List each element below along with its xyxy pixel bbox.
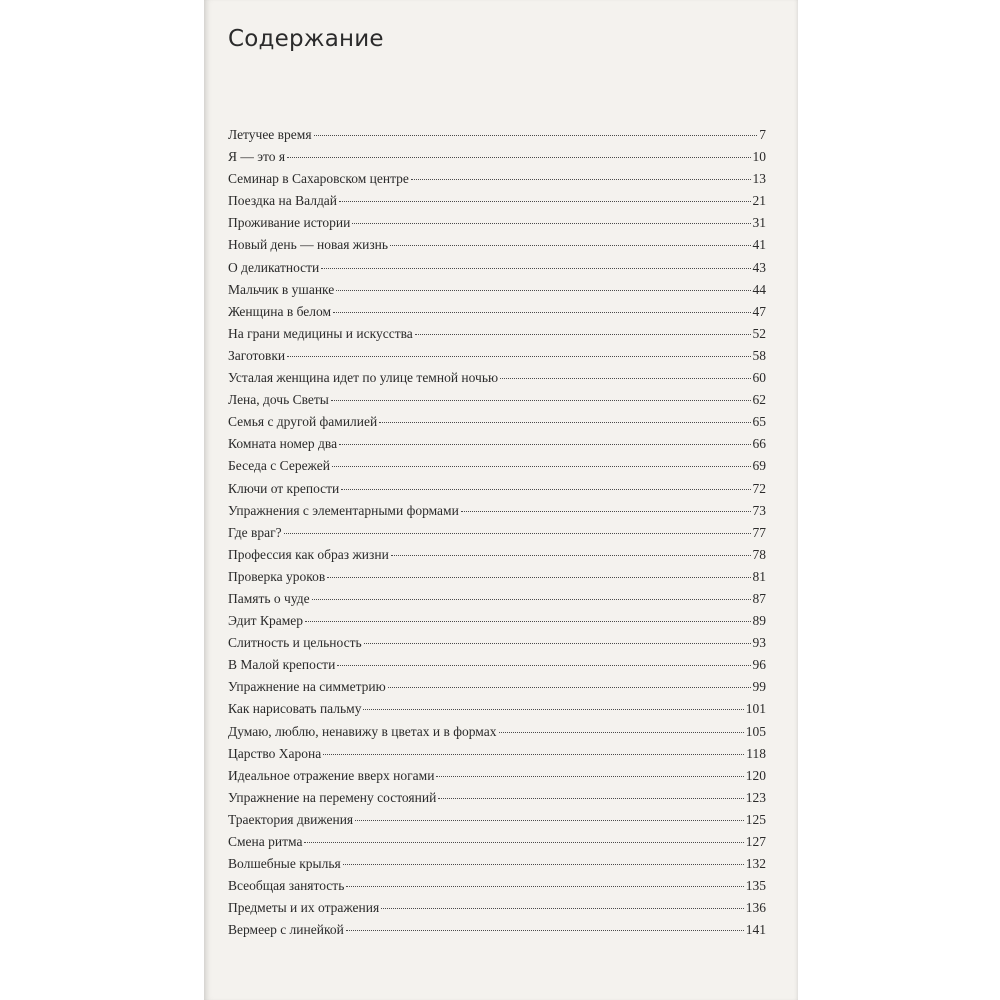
toc-entry bbox=[228, 257, 766, 279]
toc-entry-page-number: 96 bbox=[752, 657, 766, 673]
dot-leader bbox=[391, 555, 751, 556]
dot-leader bbox=[304, 842, 743, 843]
table-of-contents bbox=[228, 124, 766, 941]
toc-entry bbox=[228, 831, 766, 853]
toc-entry-title: Проживание истории bbox=[228, 215, 351, 231]
toc-entry-title: Мальчик в ушанке bbox=[228, 281, 335, 297]
toc-entry bbox=[228, 522, 766, 544]
toc-entry-page-number: 105 bbox=[745, 723, 766, 739]
toc-entry bbox=[228, 897, 766, 919]
toc-entry-title: Комната номер два bbox=[228, 436, 338, 452]
toc-entry-page-number: 60 bbox=[752, 370, 766, 386]
toc-entry-page-number: 41 bbox=[752, 237, 766, 253]
dot-leader bbox=[390, 245, 750, 246]
toc-entry-page-number: 77 bbox=[752, 524, 766, 540]
toc-entry bbox=[228, 367, 766, 389]
toc-entry-title: Беседа с Сережей bbox=[228, 458, 330, 474]
toc-entry-title: Всеобщая занятость bbox=[228, 878, 345, 894]
toc-entry bbox=[228, 190, 766, 212]
toc-entry bbox=[228, 500, 766, 522]
toc-entry-title: Ключи от крепости bbox=[228, 480, 340, 496]
toc-entry bbox=[228, 345, 766, 367]
dot-leader bbox=[332, 466, 751, 467]
toc-entry-title: Слитность и цельность bbox=[228, 635, 362, 651]
dot-leader bbox=[331, 400, 751, 401]
toc-entry bbox=[228, 721, 766, 743]
toc-entry-title: Семинар в Сахаровском центре bbox=[228, 171, 409, 187]
toc-entry bbox=[228, 212, 766, 234]
book-page bbox=[204, 0, 798, 1000]
toc-entry-page-number: 73 bbox=[752, 502, 766, 518]
dot-leader bbox=[346, 930, 744, 931]
toc-entry bbox=[228, 478, 766, 500]
toc-entry bbox=[228, 168, 766, 190]
dot-leader bbox=[388, 687, 751, 688]
toc-entry bbox=[228, 919, 766, 941]
toc-entry bbox=[228, 234, 766, 256]
toc-entry-page-number: 87 bbox=[752, 590, 766, 606]
dot-leader bbox=[461, 511, 751, 512]
dot-leader bbox=[314, 135, 758, 136]
toc-entry-page-number: 21 bbox=[752, 193, 766, 209]
toc-entry bbox=[228, 433, 766, 455]
toc-entry-page-number: 141 bbox=[745, 922, 766, 938]
toc-entry-page-number: 120 bbox=[745, 767, 766, 783]
toc-entry bbox=[228, 632, 766, 654]
toc-entry-title: Усталая женщина идет по улице темной ночью bbox=[228, 370, 499, 386]
dot-leader bbox=[500, 378, 750, 379]
toc-entry-title: Упражнения с элементарными формами bbox=[228, 502, 459, 518]
toc-entry-page-number: 135 bbox=[745, 878, 766, 894]
toc-entry-title: Профессия как образ жизни bbox=[228, 546, 389, 562]
toc-entry-title: Поездка на Валдай bbox=[228, 193, 338, 209]
toc-entry bbox=[228, 875, 766, 897]
toc-entry bbox=[228, 124, 766, 146]
toc-entry-page-number: 125 bbox=[745, 811, 766, 827]
dot-leader bbox=[364, 643, 751, 644]
dot-leader bbox=[337, 665, 750, 666]
dot-leader bbox=[499, 732, 744, 733]
toc-entry-title: О деликатности bbox=[228, 259, 320, 275]
dot-leader bbox=[438, 798, 743, 799]
toc-entry-page-number: 65 bbox=[752, 414, 766, 430]
toc-entry-page-number: 136 bbox=[745, 900, 766, 916]
toc-entry-title: Траектория движения bbox=[228, 811, 354, 827]
toc-entry bbox=[228, 765, 766, 787]
toc-entry-page-number: 66 bbox=[752, 436, 766, 452]
dot-leader bbox=[363, 709, 743, 710]
dot-leader bbox=[436, 776, 743, 777]
dot-leader bbox=[339, 201, 750, 202]
toc-entry-page-number: 43 bbox=[752, 259, 766, 275]
toc-entry bbox=[228, 544, 766, 566]
dot-leader bbox=[327, 577, 750, 578]
toc-entry-title: Память о чуде bbox=[228, 590, 310, 606]
dot-leader bbox=[381, 908, 744, 909]
toc-entry-page-number: 127 bbox=[745, 834, 766, 849]
toc-entry-page-number: 72 bbox=[752, 480, 766, 496]
toc-entry bbox=[228, 654, 766, 676]
dot-leader bbox=[336, 290, 750, 291]
toc-entry-page-number: 47 bbox=[752, 303, 766, 319]
toc-entry bbox=[228, 411, 766, 433]
toc-entry-page-number: 101 bbox=[745, 701, 766, 717]
toc-entry bbox=[228, 676, 766, 698]
toc-entry-title: Смена ритма bbox=[228, 834, 303, 849]
toc-entry bbox=[228, 588, 766, 610]
toc-entry-page-number: 89 bbox=[752, 613, 766, 629]
dot-leader bbox=[352, 223, 750, 224]
toc-entry bbox=[228, 853, 766, 875]
dot-leader bbox=[321, 268, 750, 269]
toc-entry-page-number: 78 bbox=[752, 546, 766, 562]
toc-entry-page-number: 31 bbox=[752, 215, 766, 231]
dot-leader bbox=[284, 533, 751, 534]
toc-entry-title: Лена, дочь Светы bbox=[228, 392, 329, 408]
dot-leader bbox=[341, 489, 750, 490]
dot-leader bbox=[411, 179, 751, 180]
toc-entry-title: Я — это я bbox=[228, 149, 286, 165]
dot-leader bbox=[305, 621, 751, 622]
toc-entry-title: Летучее время bbox=[228, 127, 312, 142]
dot-leader bbox=[287, 356, 750, 357]
toc-entry-title: Где враг? bbox=[228, 524, 282, 540]
toc-entry-page-number: 13 bbox=[752, 171, 766, 187]
toc-entry-title: В Малой крепости bbox=[228, 657, 336, 673]
toc-entry-page-number: 81 bbox=[752, 568, 766, 584]
dot-leader bbox=[312, 599, 751, 600]
toc-entry bbox=[228, 323, 766, 345]
toc-entry-title: Упражнение на перемену состояний bbox=[228, 789, 437, 805]
toc-entry-title: Упражнение на симметрию bbox=[228, 679, 386, 695]
toc-entry bbox=[228, 743, 766, 765]
dot-leader bbox=[346, 886, 743, 887]
toc-entry-page-number: 69 bbox=[752, 458, 766, 474]
toc-entry-title: Как нарисовать пальму bbox=[228, 701, 362, 717]
toc-entry-page-number: 99 bbox=[752, 679, 766, 695]
toc-entry bbox=[228, 787, 766, 809]
toc-entry-page-number: 62 bbox=[752, 392, 766, 408]
dot-leader bbox=[333, 312, 750, 313]
toc-entry-title: Вермеер с линейкой bbox=[228, 922, 344, 938]
toc-entry-page-number: 132 bbox=[745, 856, 766, 872]
toc-entry bbox=[228, 566, 766, 588]
toc-entry-title: Женщина в белом bbox=[228, 303, 332, 319]
dot-leader bbox=[379, 422, 750, 423]
toc-entry-title: Идеальное отражение вверх ногами bbox=[228, 767, 435, 783]
toc-entry-page-number: 93 bbox=[752, 635, 766, 651]
toc-entry-page-number: 118 bbox=[746, 745, 766, 761]
toc-entry bbox=[228, 809, 766, 831]
toc-entry-page-number: 58 bbox=[752, 347, 766, 363]
toc-entry-title: Проверка уроков bbox=[228, 568, 326, 584]
toc-entry bbox=[228, 698, 766, 720]
toc-entry-title: На грани медицины и искусства bbox=[228, 325, 413, 341]
toc-entry-page-number: 10 bbox=[752, 149, 766, 165]
toc-entry-page-number: 44 bbox=[752, 281, 766, 297]
dot-leader bbox=[339, 444, 750, 445]
toc-entry-page-number: 123 bbox=[745, 789, 766, 805]
toc-entry-page-number: 52 bbox=[752, 325, 766, 341]
toc-entry bbox=[228, 146, 766, 168]
toc-entry-title: Царство Харона bbox=[228, 745, 322, 761]
toc-entry-title: Предметы и их отражения bbox=[228, 900, 380, 916]
dot-leader bbox=[287, 157, 750, 158]
dot-leader bbox=[355, 820, 744, 821]
toc-entry-title: Волшебные крылья bbox=[228, 856, 341, 872]
toc-entry bbox=[228, 301, 766, 323]
toc-entry-title: Семья с другой фамилией bbox=[228, 414, 378, 430]
dot-leader bbox=[323, 754, 744, 755]
toc-entry bbox=[228, 389, 766, 411]
toc-entry-page-number: 7 bbox=[759, 127, 766, 142]
toc-entry bbox=[228, 610, 766, 632]
toc-entry-title: Заготовки bbox=[228, 347, 286, 363]
toc-entry-title: Думаю, люблю, ненавижу в цветах и в формах bbox=[228, 723, 497, 739]
toc-entry-title: Новый день — новая жизнь bbox=[228, 237, 389, 253]
toc-entry bbox=[228, 455, 766, 477]
dot-leader bbox=[415, 334, 751, 335]
page-title: Содержание bbox=[228, 26, 384, 52]
dot-leader bbox=[343, 864, 744, 865]
toc-entry bbox=[228, 279, 766, 301]
toc-entry-title: Эдит Крамер bbox=[228, 613, 303, 629]
